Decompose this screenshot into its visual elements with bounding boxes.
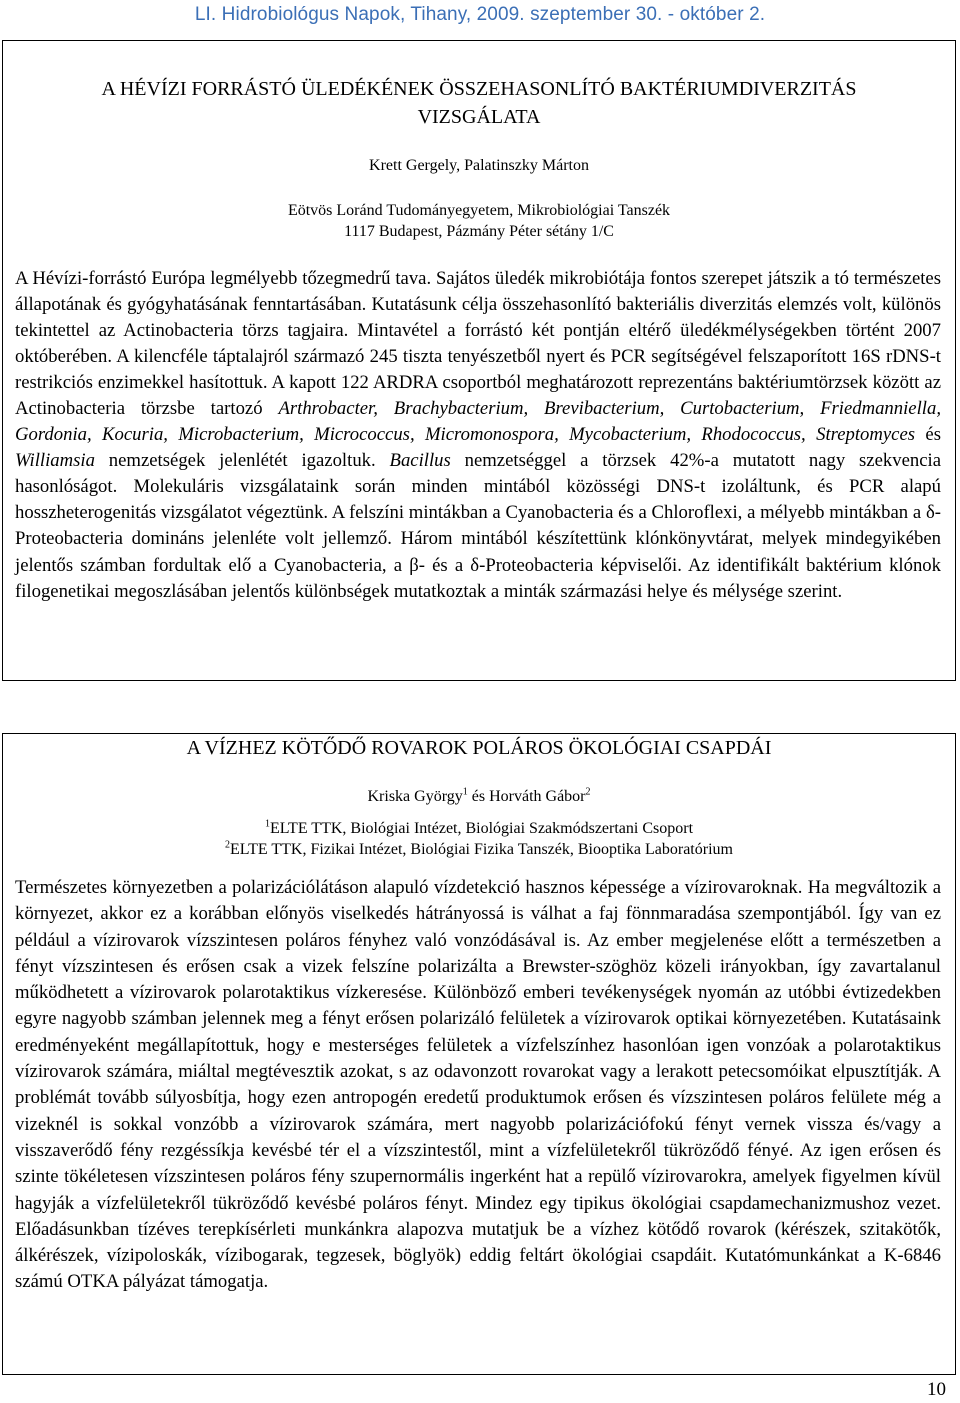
affiliation-1-mark: 1 [264,818,270,830]
abstract-1-body-part-2: nemzetségek jelenlétét igazoltuk. [94,450,390,472]
abstract-2-title: A VÍZHEZ KÖTŐDŐ ROVAROK POLÁROS ÖKOLÓGIAI CSAPDÁI [186,737,772,759]
abstract-1-genera-list: Arthrobacter, Brachybacterium, Brevibacterium, Curtobacterium, Friedmanniella, Gordonia, Kocuria, Microbacterium, Micrococcus, Micromonospora, Mycobacterium, Rhodococcus, Streptomyces [15,398,941,446]
author-2-affiliation-mark: 2 [585,786,591,798]
abstract-1-genus-williamsia: Williamsia [15,450,95,472]
abstract-1-body-part-3: nemzetséggel a törzsek 42%-a mutatott nagy szekvencia hasonlóságot. Molekuláris vizsgálataink során minden mintából közösségi DNS-t izoláltunk, és PCR alapú hosszheterogenitás vizsgálatot végeztünk. A felszíni mintákban a Cyanobacteria és a Chloroflexi, a mélyebb mintákban a δ-Proteobacteria domináns jelenléte volt jellemző. Három mintából készítettünk klónkönyvtárat, melyek mindegyikében jelentős számban fordultak elő a Cyanobacteria, a β- és a δ-Proteobacteria képviselői. Az identifikált baktérium klónok filogenetikai megoszlásában jelentős különbségek mutatkoztak a minták származási helye és mélysége szerint. [15,450,941,602]
abstract-2-authors [3,786,955,807]
affiliation-2-text: ELTE TTK, Fizikai Intézet, Biológiai Fizika Tanszék, Biooptika Laboratórium [230,841,733,858]
abstract-1-body-part-1: A Hévízi-forrástó Európa legmélyebb tőzegmedrű tava. Sajátos üledék mikrobiótája fontos szerepet játszik a tó természetes állapotának és gyógyhatásának fenntartásában. Kutatásunk célja összehasonlító bakteriális diverzitás elemzés volt, különös tekintettel az Actinobacteria törzs tagjaira. Mintavétel a forrástó két pontján eltérő üledékmélységekben történt 2007 októberében. A kilencféle táptalajról származó 245 tiszta tenyészetből nyert és PCR segítségével felszaporított 16S rDNS-t restrikciós enzimekkel hasítottuk. A kapott 122 ARDRA csoportból meghatározott reprezentáns baktériumtörzsek között az Actinobacteria törzsbe tartozó [15,268,941,420]
abstract-box-1 [2,40,956,681]
abstract-1-title-line-1: A HÉVÍZI FORRÁSTÓ ÜLEDÉKÉNEK ÖSSZEHASONLÍTÓ BAKTÉRIUMDIVERZITÁS [101,78,857,100]
abstract-1-genus-bacillus: Bacillus [389,450,451,472]
abstract-2-body: Természetes környezetben a polarizációlátáson alapuló vízdetekció hasznos képessége a vízirovaroknak. Ha megváltozik a környezet, akkor ez a korábban előnyös viselkedés hátrányossá is válhat a faj fönnmaradása szempontjából. Így van ez például a vízirovarok vízszintesen poláros fényhez való vonzódásával is. Az ember megjelenése előtt a természetben a fényt vízszintesen és erősen csak a vizek felszíne polarizálta a Brewster-szöghöz közeli irányokban, így zavartalanul működhetett a vízirovarok polarotaktikus vízkeresése. Különböző emberi tevékenységek nyomán az utóbbi évtizedekben egyre nagyobb számban jelennek meg a fényt erősen polarizáló felületek a vízirovarok optikai környezetében. Kutatásaink eredményeként megállapítottuk, hogy e mesterséges felületek a vízfelszínhez hasonlóan igen vonzóak a polarotaktikus vízirovarok számára, miáltal megtévesztik azokat, s az odavonzott rovarokat vagy a lerakott petecsomóikat elpusztítják. A problémát tovább súlyosbítja, hogy ezen antropogén eredetű produktumok erősen és vízszintesen poláros felülete még a vizeknél is sokkal vonzóbb a vízirovarok számára, mert nagyobb polarizációfokú fényt vernek vissza és/vagy a visszaverődő fény rezgéssíkja kevésbé tér el a vízszintestől, mint a vízfelületekről tükröződő fényé. Az igen erősen és szinte tökéletesen vízszintesen poláros fény szupernormális ingerként hat a repülő vízirovarokra, amelyek figyelmen kívül hagyják a vízfelületekről tükröződő kevésbé poláros fényt. Mindez egy tipikus ökológiai csapdamechanizmushoz vezet. Előadásunkban tízéves terepkísérleti munkánkra alapozva mutatjuk be a vízhez kötődő rovarok (kérészek, szitakötők, álkérészek, vízipoloskák, vízibogarak, tegzesek, böglyök) eddig feltárt ökológiai csapdáit. Kutatómunkánkat a K-6846 számú OTKA pályázat támogatja. [15,877,941,1293]
page-number: 10 [927,1379,946,1400]
abstract-2-affiliation-2 [3,839,955,860]
running-header: LI. Hidrobiológus Napok, Tihany, 2009. szeptember 30. - október 2. [194,4,766,25]
abstract-1-body [15,266,941,605]
abstract-1-authors: Krett Gergely, Palatinszky Márton [369,157,589,174]
abstract-1-title-line-2: VIZSGÁLATA [417,106,541,128]
affiliation-1-text: ELTE TTK, Biológiai Intézet, Biológiai Szakmódszertani Csoport [269,820,694,837]
author-1: Kriska György [367,788,463,805]
abstract-2-affiliation-1 [3,818,955,839]
abstract-1-affiliation-line-2: 1117 Budapest, Pázmány Péter sétány 1/C [344,223,614,240]
abstract-1-body-and: és [915,424,941,446]
author-1-affiliation-mark: 1 [462,786,468,798]
affiliation-2-mark: 2 [225,839,231,851]
abstract-1-affiliation-line-1: Eötvös Loránd Tudományegyetem, Mikrobiológiai Tanszék [287,202,671,219]
author-and: és [467,788,490,805]
author-2: Horváth Gábor [489,788,586,805]
abstract-box-2 [2,733,956,1375]
